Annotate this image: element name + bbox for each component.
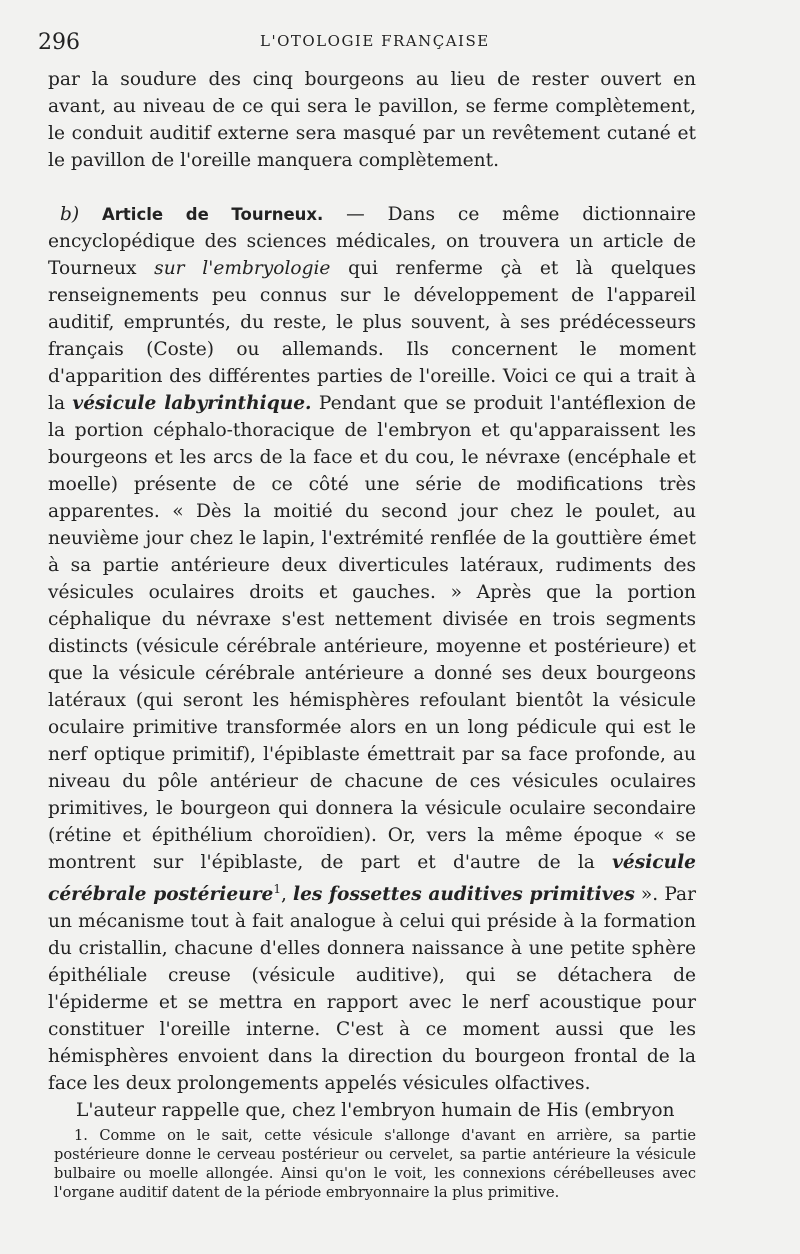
italic-segment: vésicule cérébrale postérieure bbox=[48, 852, 696, 906]
footnote-text: Comme on le sait, cette vésicule s'allonge d'avant en arrière, sa partie postérieure donne le cerveau postérieur ou cervelet, sa partie antérieure la vésicule bulbaire ou moelle allongée. Ainsi qu'on le voit, les connexions cérébelleuses avec l'organe auditif datent de la période embryonnaire la plus primitive. bbox=[54, 1127, 696, 1201]
text-segment: ». Par un mécanisme tout à fait analogue à celui qui préside à la formation du cristallin, chacune d'elles donnera naissance à une petite sphère épithéliale creuse (vésicule auditive), qui se détachera de l'épiderme et se mettra en rapport avec le nerf acoustique pour constituer l'oreille interne. C'est à ce moment aussi que les hémisphères envoient dans la direction du bourgeon frontal de la face les deux prolongements appelés vésicules olfactives. bbox=[48, 884, 696, 1095]
paragraph-3: L'auteur rappelle que, chez l'embryon humain de His (embryon bbox=[76, 1100, 675, 1122]
footnotes bbox=[54, 1126, 696, 1202]
footnote-marker: 1 bbox=[273, 882, 281, 896]
text-segment: , bbox=[280, 884, 293, 906]
italic-segment: les fossettes auditives primitives bbox=[293, 884, 635, 906]
text-segment: — Dans ce même dictionnaire encyclopédique des sciences médicales, on trouvera un article de Tourneux bbox=[48, 204, 696, 279]
footnote-number: 1. bbox=[74, 1127, 88, 1144]
section-label: b) bbox=[60, 204, 80, 225]
paragraph-2 bbox=[48, 201, 696, 1097]
paragraph-1: par la soudure des cinq bourgeons au lieu de rester ouvert en avant, au niveau de ce qui sera le pavillon, se ferme complètement, le conduit auditif externe sera masqué par un revêtement cutané et le pavillon de l'oreille manquera complètement. bbox=[48, 69, 696, 171]
footnote-1 bbox=[54, 1126, 696, 1202]
page-number: 296 bbox=[38, 30, 80, 55]
italic-segment: vésicule labyrinthique. bbox=[72, 393, 312, 414]
section-title: Article de Tourneux. bbox=[102, 205, 324, 224]
text-segment: Pendant que se produit l'antéflexion de la portion céphalo-thoracique de l'embryon et qu'apparaissent les bourgeons et les arcs de la face et du cou, le névraxe (encéphale et moelle) présente de ce côté une série de modifications très apparentes. « Dès la moitié du second jour chez le poulet, au neuvième jour chez le lapin, l'extrémité renflée de la gouttière émet à sa partie antérieure deux diverticules latéraux, rudiments des vésicules oculaires droits et gauches. » Après que la portion céphalique du névraxe s'est nettement divisée en trois segments distincts (vésicule cérébrale antérieure, moyenne et postérieure) et que la vésicule cérébrale antérieure a donné ses deux bourgeons latéraux (qui seront les hémisphères refoulant bientôt la vésicule oculaire primitive transformée alors en un long pédicule qui est le nerf optique primitif), l'épiblaste émettrait par sa face profonde, au niveau du pôle antérieur de chacune de ces vésicules oculaires primitives, le bourgeon qui donnera la vésicule oculaire secondaire (rétine et épithélium choroïdien). Or, vers la même époque « se montrent sur l'épiblaste, de part et d'autre de la bbox=[48, 393, 696, 873]
page-header bbox=[38, 22, 778, 62]
running-title: L'OTOLOGIE FRANÇAISE bbox=[260, 32, 490, 50]
text-segment: qui renferme çà et là quelques renseignements peu connus sur le développement de l'appareil auditif, empruntés, du reste, le plus souvent, à ses prédécesseurs français (Coste) ou allemands. Ils concernent le moment d'apparition des différentes parties de l'oreille. Voici ce qui a trait à la bbox=[48, 258, 696, 414]
body-text bbox=[48, 66, 696, 1124]
italic-segment: sur l'embryologie bbox=[154, 258, 331, 279]
